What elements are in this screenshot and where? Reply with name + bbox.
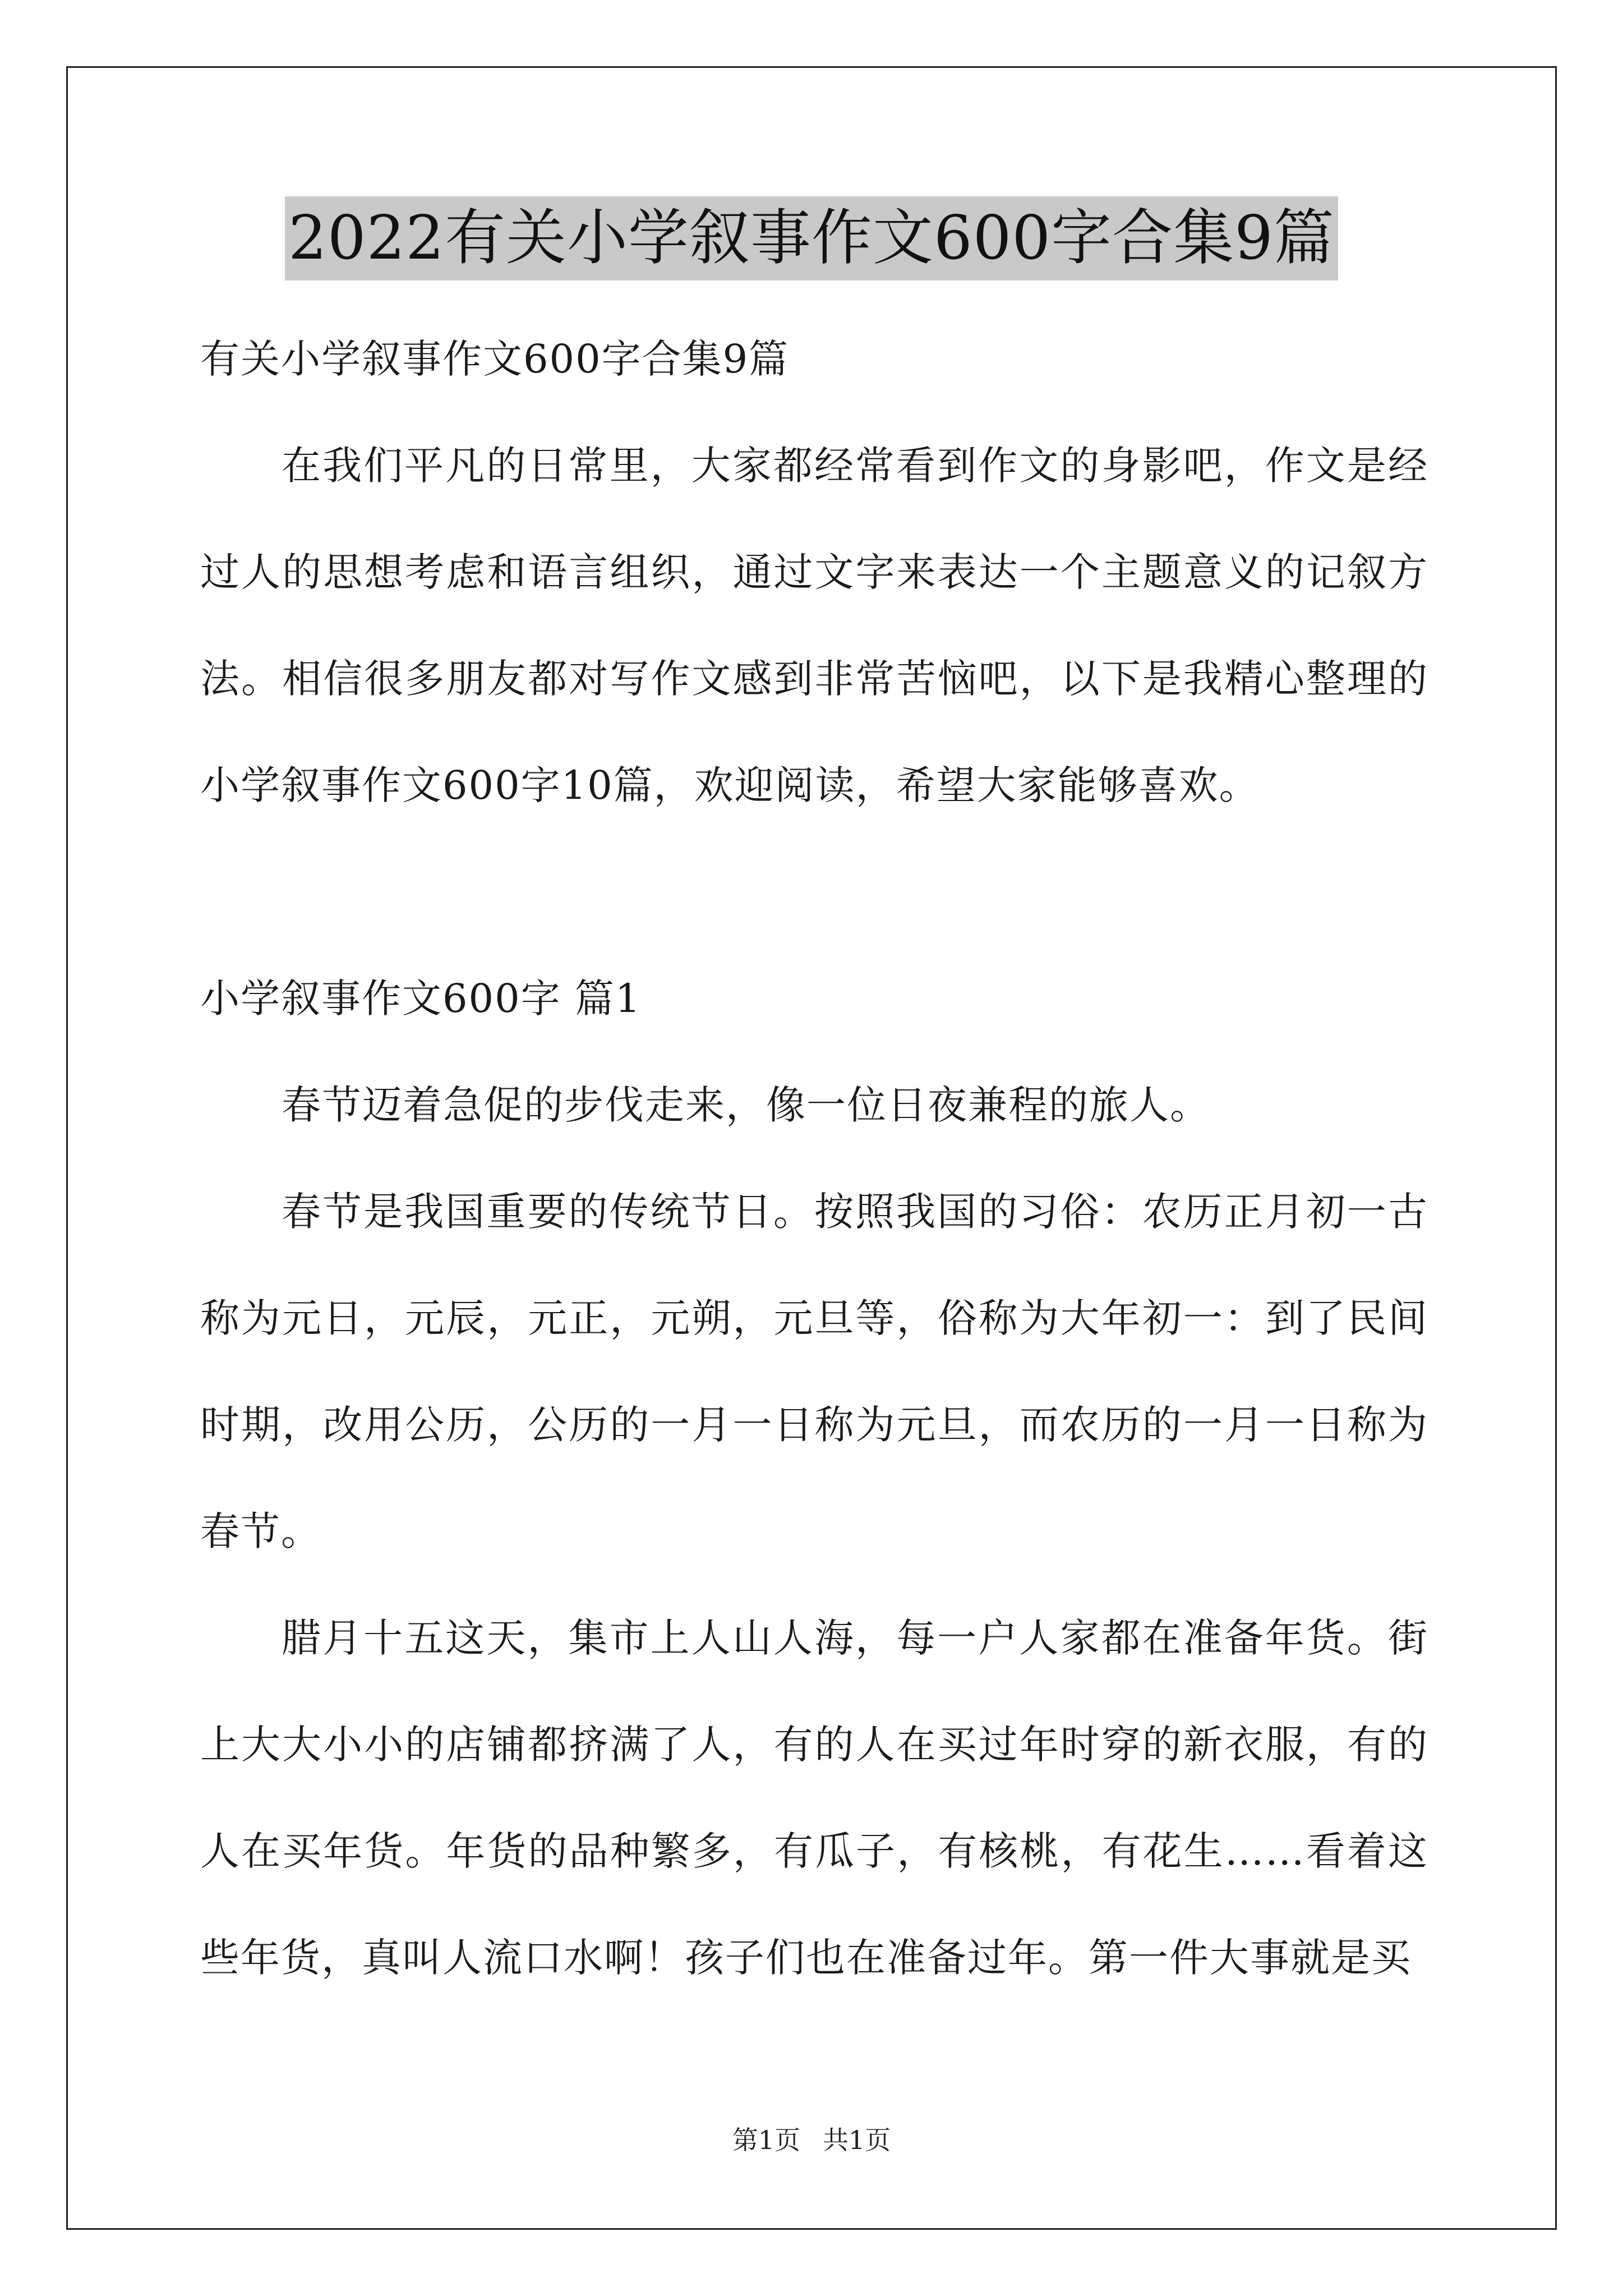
title-container — [0, 196, 1623, 280]
spacer — [200, 839, 1428, 945]
page-footer — [0, 2123, 1623, 2157]
section-heading: 小学叙事作文600字 篇1 — [200, 976, 642, 1022]
page-number: 第1页 — [732, 2125, 800, 2155]
page-total: 共1页 — [823, 2125, 891, 2155]
document-subtitle: 有关小学叙事作文600字合集9篇 — [200, 336, 790, 382]
body-paragraph: 腊月十五这天，集市上人山人海，每一户人家都在准备年货。街上大大小小的店铺都挤满了人，有的人在买过年时穿的新衣服，有的人在买年货。年货的品种繁多，有瓜子，有核桃，有花生……看着这些年货，真叫人流口水啊！孩子们也在准备过年。第一件大事就是买 — [200, 1615, 1428, 1981]
document-body — [200, 306, 1428, 2011]
body-paragraph: 春节迈着急促的步伐走来，像一位日夜兼程的旅人。 — [282, 1082, 1210, 1128]
document-title: 2022有关小学叙事作文600字合集9篇 — [285, 196, 1338, 280]
body-paragraph: 春节是我国重要的传统节日。按照我国的习俗：农历正月初一古称为元日，元辰，元正，元朔，元旦等，俗称为大年初一：到了民间时期，改用公历，公历的一月一日称为元旦，而农历的一月一日称为春节。 — [200, 1189, 1428, 1554]
intro-paragraph: 在我们平凡的日常里，大家都经常看到作文的身影吧，作文是经过人的思想考虑和语言组织，通过文字来表达一个主题意义的记叙方法。相信很多朋友都对写作文感到非常苦恼吧，以下是我精心整理的小学叙事作文600字10篇，欢迎阅读，希望大家能够喜欢。 — [200, 443, 1428, 808]
